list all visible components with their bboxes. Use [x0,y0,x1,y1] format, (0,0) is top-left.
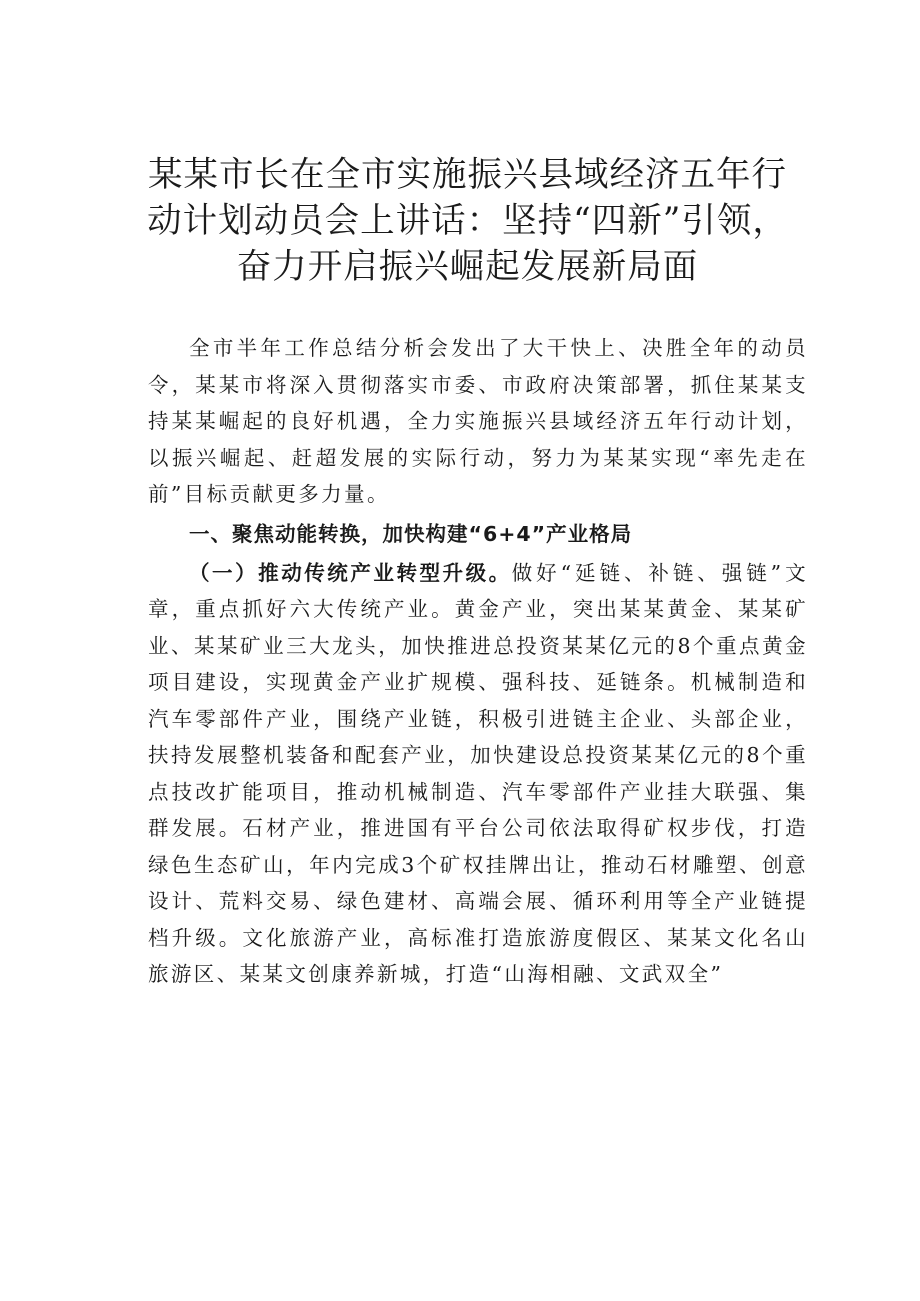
subsection-lead: （一）推动传统产业转型升级。 [189,560,512,585]
section-heading: 一、聚焦动能转换，加快构建“6+4”产业格局 [189,521,633,546]
intro-paragraph: 全市半年工作总结分析会发出了大干快上、决胜全年的动员令，某某市将深入贯彻落实市委、市政府决策部署，抓住某某支持某某崛起的良好机遇，全力实施振兴县域经济五年行动计划，以振兴崛起、赶超发展的实际行动，努力为某某实现“率先走在前”目标贡献更多力量。 [148,336,808,506]
document-body [148,330,808,993]
subsection-text: 做好“延链、补链、强链”文章，重点抓好六大传统产业。黄金产业，突出某某黄金、某某矿业、某某矿业三大龙头，加快推进总投资某某亿元的8个重点黄金项目建设，实现黄金产业扩规模、强科技、延链条。机械制造和汽车零部件产业，围绕产业链，积极引进链主企业、头部企业，扶持发展整机装备和配套产业，加快建设总投资某某亿元的8个重点技改扩能项目，推动机械制造、汽车零部件产业挂大联强、集群发展。石材产业，推进国有平台公司依法取得矿权步伐，打造绿色生态矿山，年内完成3个矿权挂牌出让，推动石材雕塑、创意设计、荒料交易、绿色建材、高端会展、循环利用等全产业链提档升级。文化旅游产业，高标准打造旅游度假区、某某文化名山旅游区、某某文创康养新城，打造“山海相融、文武双全” [148,560,808,986]
subsection-paragraph [148,555,808,993]
document-title: 某某市长在全市实施振兴县域经济五年行动计划动员会上讲话：坚持“四新”引领，奋力开启振兴崛起发展新局面 [147,155,788,287]
